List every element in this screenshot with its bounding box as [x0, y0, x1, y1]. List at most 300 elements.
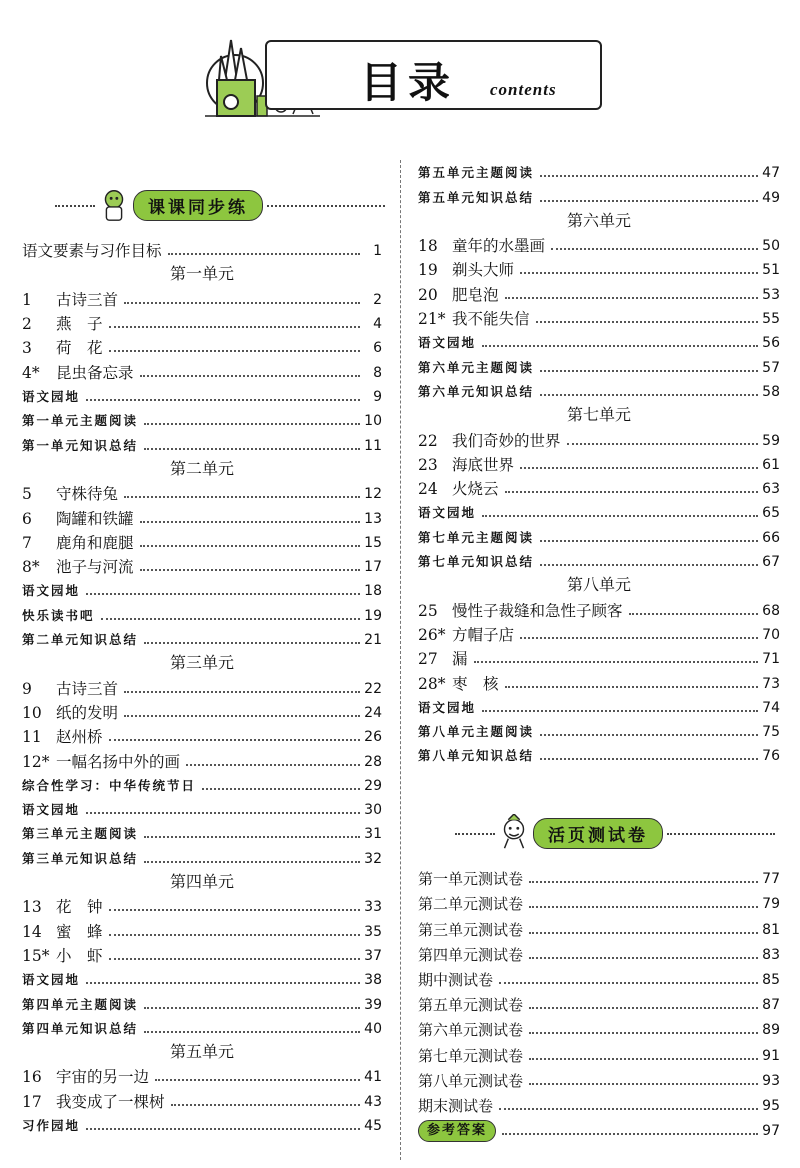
leader-dots	[540, 393, 758, 396]
toc-entry-number: 23	[418, 455, 438, 474]
toc-entry-label	[418, 551, 534, 573]
toc-entry-title: 第六单元主题阅读	[418, 359, 535, 375]
leader-dots	[86, 1127, 360, 1130]
toc-entry-page: 55	[762, 311, 780, 328]
mascot-icon	[95, 186, 133, 224]
toc-entry-page: 8	[373, 364, 382, 381]
toc-entry-title: 我们奇妙的世界	[452, 431, 561, 450]
toc-entry-label	[22, 435, 138, 457]
toc-entry[interactable]	[22, 1064, 382, 1088]
leader-dots	[529, 1082, 758, 1085]
toc-entry-page: 50	[762, 238, 780, 255]
toc-entry-label	[418, 1019, 523, 1041]
toc-entry[interactable]	[22, 627, 382, 651]
toc-entry-page: 26	[364, 729, 382, 746]
toc-entry-page: 57	[762, 359, 780, 376]
toc-entry-page: 33	[364, 899, 382, 916]
toc-entry-title: 第四单元主题阅读	[22, 996, 139, 1012]
toc-entry[interactable]	[418, 306, 780, 330]
answers-entry[interactable]	[418, 1117, 780, 1142]
leader-dots	[109, 738, 360, 741]
toc-entry-page: 1	[373, 243, 382, 260]
toc-entry[interactable]	[418, 160, 780, 184]
unit-heading: 第二单元	[169, 458, 234, 478]
toc-entry-label	[22, 289, 118, 311]
toc-entry-number: 7	[22, 533, 32, 552]
toc-entry-page: 31	[364, 826, 382, 843]
toc-entry-title: 语文园地	[22, 972, 81, 988]
toc-entry[interactable]	[418, 622, 780, 646]
toc-entry-label	[418, 919, 523, 941]
toc-entry-number: 13	[22, 898, 42, 917]
toc-entry[interactable]	[418, 646, 780, 670]
leader-dots	[499, 981, 758, 984]
toc-entry-page: 76	[762, 748, 780, 765]
toc-entry-page: 85	[762, 971, 780, 988]
toc-entry[interactable]	[22, 918, 382, 942]
toc-entry-title: 我变成了一棵树	[56, 1092, 165, 1111]
toc-entry-label	[22, 337, 103, 359]
unit-heading: 第五单元	[169, 1041, 234, 1061]
toc-entry[interactable]	[418, 991, 780, 1016]
toc-entry-page: 91	[762, 1047, 780, 1064]
toc-entry[interactable]	[418, 549, 780, 573]
mascot-icon	[495, 814, 533, 852]
toc-entry-label	[418, 893, 523, 915]
toc-entry-page: 11	[364, 437, 382, 454]
toc-entry-title: 第三单元主题阅读	[22, 826, 139, 842]
toc-entry-number: 19	[418, 261, 438, 280]
toc-entry-number: 15*	[22, 946, 50, 965]
leader-dots	[540, 563, 758, 566]
toc-entry[interactable]	[22, 821, 382, 845]
toc-entry[interactable]	[418, 597, 780, 621]
toc-entry-label	[22, 605, 95, 627]
toc-entry-title: 第一单元主题阅读	[22, 413, 139, 429]
toc-entry-title: 花 钟	[56, 898, 103, 917]
toc-entry-title: 第一单元知识总结	[22, 437, 139, 453]
toc-entry-page: 58	[762, 383, 780, 400]
leader-dots	[109, 957, 360, 960]
leader-dots	[520, 271, 758, 274]
leader-dots	[124, 495, 360, 498]
toc-entry-page: 39	[364, 996, 382, 1013]
leader-dots	[529, 1057, 758, 1060]
toc-entry-number: 17	[22, 1092, 42, 1111]
toc-entry[interactable]	[418, 670, 780, 694]
leader-dots	[171, 1103, 360, 1106]
toc-entry[interactable]	[22, 967, 382, 991]
toc-entry[interactable]	[418, 233, 780, 257]
toc-entry-label	[22, 969, 80, 991]
toc-entry-page: 18	[364, 583, 382, 600]
toc-entry[interactable]	[418, 915, 780, 940]
toc-entry-number: 22	[418, 431, 438, 450]
toc-entry-number: 10	[22, 703, 42, 722]
toc-entry-title: 语文园地	[418, 699, 477, 715]
toc-entry-page: 40	[364, 1020, 382, 1037]
toc-entry-number: 18	[418, 237, 438, 256]
leader-dots	[140, 374, 360, 377]
toc-entry-label	[418, 381, 534, 403]
toc-entry-label	[418, 624, 514, 646]
toc-entry[interactable]	[22, 578, 382, 602]
toc-entry-number: 6	[22, 509, 32, 528]
toc-entry[interactable]	[418, 1016, 780, 1041]
toc-entry-title: 第七单元主题阅读	[418, 529, 535, 545]
toc-entry[interactable]	[22, 797, 382, 821]
toc-entry[interactable]	[22, 481, 382, 505]
toc-entry-label	[418, 478, 499, 500]
leader-dots	[529, 1031, 758, 1034]
toc-entry-title: 池子与河流	[56, 558, 134, 577]
toc-entry-title: 古诗三首	[56, 290, 119, 309]
toc-entry[interactable]	[22, 530, 382, 554]
leader-dots	[540, 199, 758, 202]
toc-entry[interactable]	[418, 695, 780, 719]
toc-entry-label	[418, 502, 476, 524]
toc-entry-label	[418, 969, 493, 991]
toc-entry-label	[22, 313, 103, 335]
toc-entry-label	[418, 745, 534, 767]
toc-entry-number: 8*	[22, 558, 40, 577]
toc-entry[interactable]	[22, 991, 382, 1015]
toc-entry-title: 我不能失信	[452, 310, 530, 329]
toc-right-column	[418, 160, 780, 767]
toc-entry-page: 29	[364, 777, 382, 794]
toc-entry-title: 第二单元知识总结	[22, 632, 139, 648]
toc-entry-title: 枣 核	[452, 674, 499, 693]
toc-entry-title: 陶罐和铁罐	[56, 509, 134, 528]
leader-dots	[540, 757, 758, 760]
toc-entry[interactable]	[418, 1041, 780, 1066]
toc-entry-label	[22, 726, 103, 748]
toc-entry-label	[418, 1070, 523, 1092]
toc-entry-label	[22, 532, 134, 554]
toc-entry[interactable]	[418, 281, 780, 305]
toc-entry-page: 67	[762, 554, 780, 571]
toc-entry-page: 13	[364, 510, 382, 527]
toc-entry-label	[418, 308, 530, 330]
toc-entry[interactable]	[22, 943, 382, 967]
toc-entry[interactable]	[22, 432, 382, 456]
toc-entry-label	[418, 600, 623, 622]
toc-entry[interactable]	[22, 845, 382, 869]
toc-entry-page: 15	[364, 534, 382, 551]
toc-entry-label	[22, 945, 103, 967]
leader-dots	[144, 1006, 360, 1009]
banner-label: 课课同步练	[133, 190, 263, 221]
toc-entry[interactable]	[418, 1067, 780, 1092]
toc-entry-page: 65	[762, 505, 780, 522]
toc-entry-page: 47	[762, 165, 780, 182]
toc-entry-number: 1	[22, 290, 32, 309]
leader-dots	[529, 880, 758, 883]
leader-dots	[144, 860, 360, 863]
toc-entry-title: 第三单元知识总结	[22, 850, 139, 866]
toc-entry-title: 剃头大师	[452, 261, 515, 280]
toc-entry[interactable]	[418, 184, 780, 208]
toc-entry-label	[418, 284, 499, 306]
toc-entry-title: 第一单元测试卷	[418, 870, 524, 889]
toc-entry[interactable]	[22, 505, 382, 529]
toc-entry[interactable]	[22, 238, 382, 262]
leader-dots	[140, 568, 360, 571]
toc-entry[interactable]	[22, 554, 382, 578]
toc-entry-page: 4	[373, 316, 382, 333]
toc-entry-title: 期中测试卷	[418, 970, 494, 989]
leader-dots	[109, 325, 360, 328]
leader-dots	[520, 466, 758, 469]
toc-entry-title: 鹿角和鹿腿	[56, 533, 134, 552]
toc-entry-label	[22, 1066, 149, 1088]
toc-entry-page: 66	[762, 529, 780, 546]
banner-dots	[455, 832, 495, 835]
page-subtitle: contents	[490, 80, 557, 99]
toc-entry[interactable]	[22, 675, 382, 699]
toc-entry-title: 守株待兔	[56, 485, 119, 504]
toc-entry-label	[22, 386, 80, 408]
toc-entry-label	[418, 648, 468, 670]
unit-heading: 第七单元	[566, 404, 631, 424]
toc-entry-page: 87	[762, 997, 780, 1014]
leader-dots	[140, 544, 360, 547]
section-banner-tests	[455, 814, 775, 852]
toc-entry[interactable]	[22, 1088, 382, 1112]
toc-entry-label	[418, 454, 514, 476]
toc-entry-page: 73	[762, 675, 780, 692]
toc-entry[interactable]	[22, 700, 382, 724]
toc-entry[interactable]	[22, 748, 382, 772]
toc-entry-page: 59	[762, 432, 780, 449]
toc-entry-title: 语文园地	[418, 505, 477, 521]
toc-entry-number: 20	[418, 285, 438, 304]
toc-entry-label	[22, 775, 196, 797]
toc-entry-page: 9	[373, 389, 382, 406]
toc-entry-label	[418, 162, 534, 184]
toc-entry-label	[22, 799, 80, 821]
toc-entry-title: 语文园地	[22, 583, 81, 599]
toc-entry[interactable]	[418, 354, 780, 378]
toc-entry-title: 赵州桥	[56, 728, 103, 747]
toc-entry-page: 93	[762, 1072, 780, 1089]
toc-entry-title: 一幅名扬中外的画	[56, 752, 181, 771]
toc-entry-label	[22, 751, 180, 773]
toc-entry-label	[418, 235, 545, 257]
toc-entry-title: 慢性子裁缝和急性子顾客	[452, 601, 623, 620]
toc-entry-number: 24	[418, 480, 438, 499]
toc-entry-label	[418, 868, 523, 890]
toc-entry-title: 语文园地	[22, 389, 81, 405]
toc-entry[interactable]	[22, 384, 382, 408]
leader-dots	[474, 660, 758, 663]
toc-entry-title: 火烧云	[452, 480, 499, 499]
toc-entry-number: 5	[22, 485, 32, 504]
toc-entry-number: 12*	[22, 752, 50, 771]
leader-dots	[499, 1107, 758, 1110]
leader-dots	[482, 709, 758, 712]
toc-entry-title: 蜜 蜂	[56, 922, 103, 941]
toc-entry[interactable]	[418, 524, 780, 548]
toc-entry[interactable]	[418, 330, 780, 354]
toc-entry[interactable]	[418, 890, 780, 915]
unit-heading: 第一单元	[169, 264, 234, 284]
leader-dots	[505, 296, 758, 299]
toc-entry[interactable]	[418, 743, 780, 767]
toc-entry[interactable]	[22, 335, 382, 359]
leader-dots	[144, 835, 360, 838]
toc-entry-label	[418, 944, 523, 966]
toc-entry-page: 81	[762, 921, 780, 938]
toc-entry-title: 第八单元测试卷	[418, 1071, 524, 1090]
toc-entry-label	[22, 848, 138, 870]
leader-dots	[529, 931, 758, 934]
toc-entry-title: 燕 子	[56, 315, 103, 334]
toc-entry-page: 28	[364, 753, 382, 770]
leader-dots	[540, 539, 758, 542]
leader-dots	[505, 685, 758, 688]
toc-entry-label	[22, 483, 118, 505]
toc-entry[interactable]	[22, 602, 382, 626]
toc-entry-title: 第七单元测试卷	[418, 1046, 524, 1065]
leader-dots	[482, 514, 758, 517]
toc-entry-label	[418, 994, 523, 1016]
leader-dots	[529, 1006, 758, 1009]
toc-entry-page: 22	[364, 680, 382, 697]
toc-entry[interactable]	[22, 1113, 382, 1137]
toc-entry-title: 第八单元知识总结	[418, 748, 535, 764]
toc-entry[interactable]	[418, 1092, 780, 1117]
toc-entry-title: 语文园地	[418, 335, 477, 351]
toc-entry[interactable]	[418, 966, 780, 991]
toc-entry-page: 83	[762, 946, 780, 963]
leader-dots	[101, 617, 360, 620]
toc-entry-page: 2	[373, 291, 382, 308]
toc-entry-page: 24	[364, 704, 382, 721]
toc-entry-page: 35	[364, 923, 382, 940]
toc-entry-label	[22, 240, 162, 262]
toc-entry-page: 45	[364, 1117, 382, 1134]
toc-entry-label	[418, 430, 561, 452]
leader-dots	[567, 442, 758, 445]
toc-entry-page: 70	[762, 626, 780, 643]
toc-entry-label	[22, 580, 80, 602]
toc-entry-number: 25	[418, 601, 438, 620]
toc-entry-label	[418, 357, 534, 379]
toc-entry-title: 肥皂泡	[452, 285, 499, 304]
toc-entry-title: 古诗三首	[56, 679, 119, 698]
leader-dots	[86, 981, 360, 984]
toc-entry-page: 12	[364, 486, 382, 503]
unit-heading: 第八单元	[566, 575, 631, 595]
toc-entry-title: 荷 花	[56, 339, 103, 358]
leader-dots	[505, 490, 758, 493]
toc-left-column	[22, 238, 382, 1137]
toc-entry-label	[418, 259, 514, 281]
toc-entry-page: 77	[762, 871, 780, 888]
toc-entry-title: 第二单元测试卷	[418, 895, 524, 914]
leader-dots	[86, 811, 360, 814]
toc-entry-number: 14	[22, 922, 42, 941]
toc-entry-title: 第五单元知识总结	[418, 189, 535, 205]
toc-entry-label	[22, 702, 118, 724]
toc-entry-label	[22, 362, 134, 384]
section-banner-sync	[55, 186, 385, 224]
toc-entry-label	[418, 673, 499, 695]
toc-entry-title: 漏	[452, 650, 468, 669]
toc-entry-title: 语文要素与习作目标	[22, 242, 162, 261]
toc-entry-label	[22, 994, 138, 1016]
toc-entry-number: 16	[22, 1068, 42, 1087]
toc-entry[interactable]	[22, 1016, 382, 1040]
toc-entry-page: 49	[762, 189, 780, 206]
leader-dots	[536, 320, 758, 323]
toc-entry-page: 63	[762, 481, 780, 498]
toc-entry[interactable]	[418, 865, 780, 890]
banner-dots	[55, 204, 95, 207]
toc-entry-label	[22, 410, 138, 432]
page-title: 目录	[360, 58, 457, 107]
toc-entry-title: 快乐读书吧	[22, 607, 95, 623]
toc-entry[interactable]	[22, 894, 382, 918]
leader-dots	[186, 763, 360, 766]
toc-entry[interactable]	[22, 287, 382, 311]
toc-entry[interactable]	[22, 359, 382, 383]
toc-entry-title: 期末测试卷	[418, 1096, 494, 1115]
leader-dots	[140, 520, 360, 523]
toc-entry-label	[22, 508, 134, 530]
leader-dots	[551, 247, 758, 250]
toc-entry[interactable]	[22, 311, 382, 335]
toc-entry-page: 75	[762, 724, 780, 741]
toc-entry[interactable]	[418, 427, 780, 451]
toc-entry-title: 第七单元知识总结	[418, 554, 535, 570]
toc-entry[interactable]	[418, 941, 780, 966]
toc-entry-number: 26*	[418, 625, 446, 644]
toc-entry-title: 宇宙的另一边	[56, 1068, 150, 1087]
toc-entry[interactable]	[418, 500, 780, 524]
toc-entry[interactable]	[418, 257, 780, 281]
leader-dots	[144, 1030, 360, 1033]
toc-entry-label	[22, 1091, 165, 1113]
toc-entry-page: 17	[364, 559, 382, 576]
toc-entry-page: 79	[762, 896, 780, 913]
answers-label	[418, 1118, 496, 1142]
toc-entry-number: 4*	[22, 363, 40, 382]
toc-entry-title: 第四单元知识总结	[22, 1020, 139, 1036]
toc-entry-label	[418, 332, 476, 354]
toc-entry[interactable]	[22, 773, 382, 797]
toc-entry[interactable]	[22, 408, 382, 432]
toc-entry-page: 10	[364, 413, 382, 430]
toc-entry-number: 9	[22, 679, 32, 698]
leader-dots	[168, 252, 360, 255]
toc-entry-page: 74	[762, 699, 780, 716]
toc-entry[interactable]	[418, 719, 780, 743]
toc-entry-number: 11	[22, 728, 42, 747]
toc-entry-label	[22, 1115, 80, 1137]
toc-entry-label	[418, 697, 476, 719]
unit-heading: 第三单元	[169, 653, 234, 673]
toc-entry-page: 89	[762, 1022, 780, 1039]
toc-entry-page: 51	[762, 262, 780, 279]
toc-entry[interactable]	[22, 724, 382, 748]
toc-entry[interactable]	[418, 476, 780, 500]
banner-dots	[667, 832, 775, 835]
toc-entry-page: 38	[364, 972, 382, 989]
toc-entry[interactable]	[418, 379, 780, 403]
toc-entry[interactable]	[418, 452, 780, 476]
